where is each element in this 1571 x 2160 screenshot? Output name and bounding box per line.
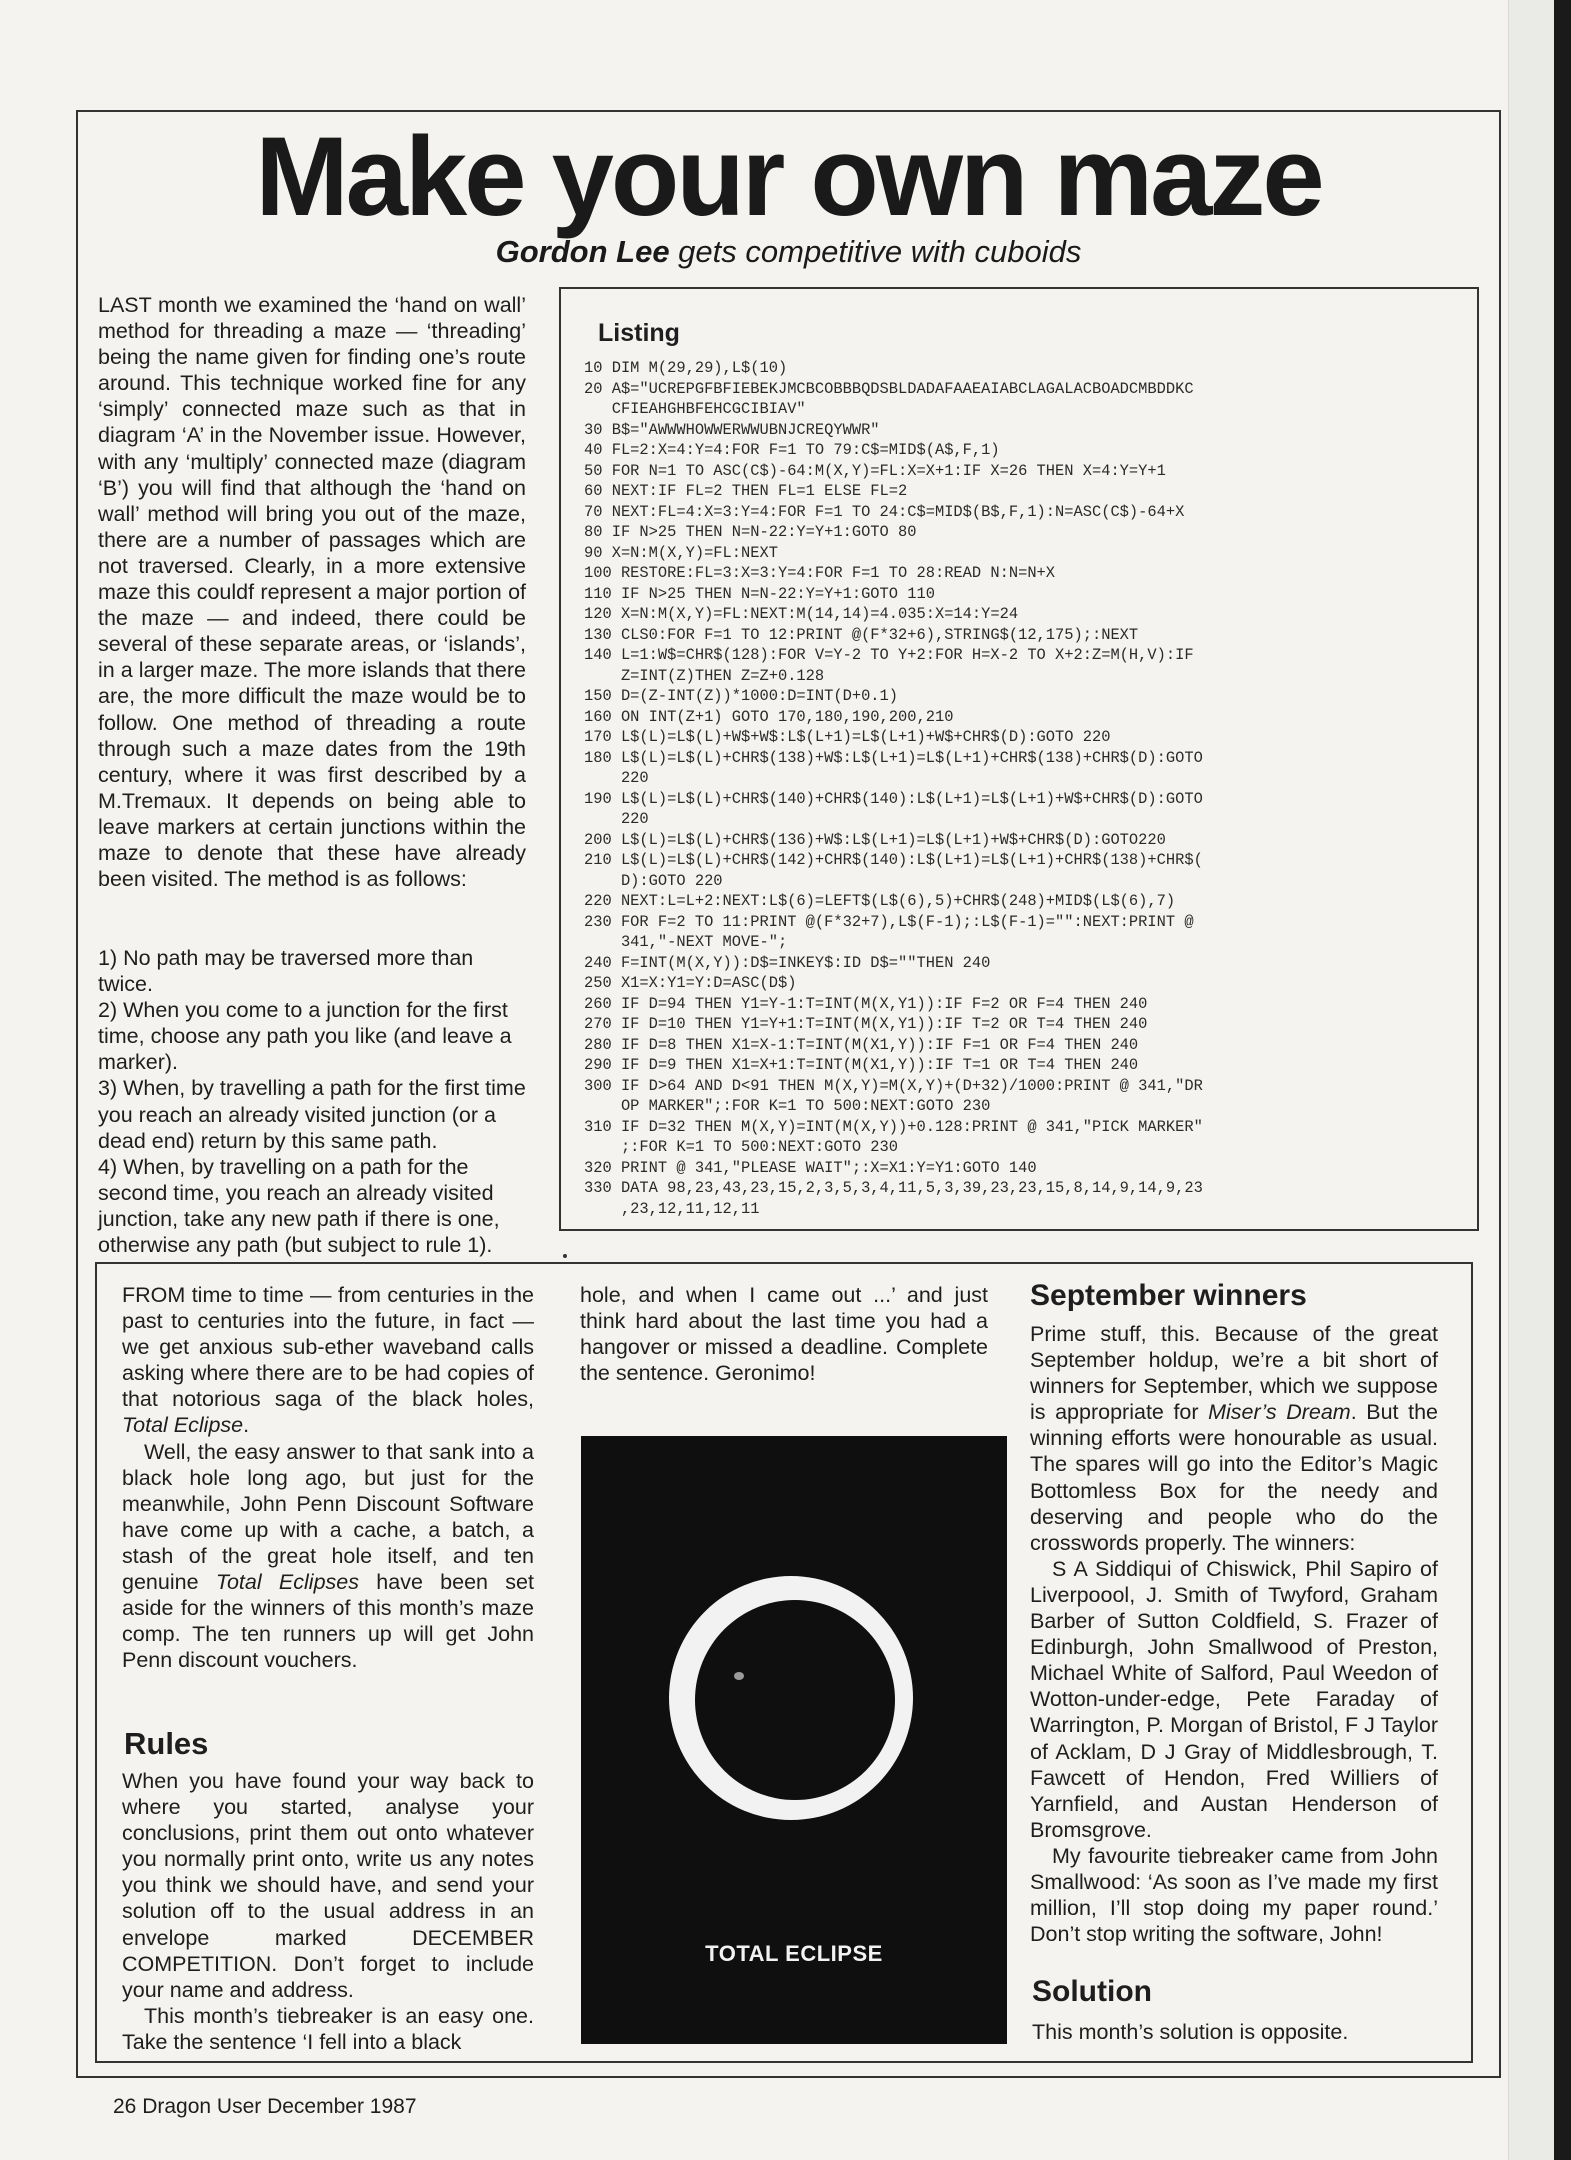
- competition-paragraph: [122, 1282, 534, 1439]
- solution-text: This month’s solution is opposite.: [1032, 2020, 1349, 2044]
- method-rule: 3) When, by travelling a path for the first time you reach an already visited junction (or a dead end) return by this same path.: [98, 1076, 526, 1153]
- competition-paragraph: [122, 1439, 534, 1674]
- listing-line: 140 L=1:W$=CHR$(128):FOR V=Y-2 TO Y+2:FOR H=X-2 TO X+2:Z=M(H,V):IF: [584, 646, 1194, 664]
- listing-line: OP MARKER";:FOR K=1 TO 500:NEXT:GOTO 230: [584, 1097, 991, 1115]
- listing-line: 100 RESTORE:FL=3:X=3:Y=4:FOR F=1 TO 28:READ N:N=N+X: [584, 564, 1056, 582]
- listing-line: D):GOTO 220: [584, 871, 723, 890]
- listing-line: 330 DATA 98,23,43,23,15,2,3,5,3,4,11,5,3,39,23,23,15,8,14,9,14,9,23: [584, 1179, 1203, 1197]
- listing-line: 20 A$="UCREPGFBFIEBEKJMCBCOBBBQDSBLDADAFAAEAIABCLAGALACBOADCMBDDKC: [584, 379, 1194, 398]
- game-title: Miser’s Dream: [1208, 1400, 1351, 1425]
- winners-paragraph: [1030, 1321, 1438, 1556]
- listing-line: 320 PRINT @ 341,"PLEASE WAIT";:X=X1:Y=Y1:GOTO 140: [584, 1158, 1037, 1177]
- intro-column: [98, 292, 526, 892]
- listing-line: 280 IF D=8 THEN X1=X-1:T=INT(M(X1,Y)):IF F=1 OR F=4 THEN 240: [584, 1035, 1139, 1054]
- rules-column: [122, 1768, 534, 2055]
- listing-line: 250 X1=X:Y1=Y:D=ASC(D$): [584, 974, 797, 992]
- listing-line: 341,"-NEXT MOVE-";: [584, 933, 788, 951]
- listing-line: 180 L$(L)=L$(L)+CHR$(138)+W$:L$(L+1)=L$(L+1)+CHR$(138)+CHR$(D):GOTO: [584, 748, 1203, 767]
- listing-line: 310 IF D=32 THEN M(X,Y)=INT(M(X,Y))+0.128:PRINT @ 341,"PICK MARKER": [584, 1117, 1203, 1136]
- winners-text: Prime stuff, this. Because of the great September holdup, we’re a bit short of winners for September, which we suppose is appropriate for: [1030, 1322, 1438, 1425]
- cover-title: TOTAL ECLIPSE: [705, 1941, 883, 1966]
- divider-dot: [563, 1254, 567, 1258]
- listing-line: 40 FL=2:X=4:Y=4:FOR F=1 TO 79:C$=MID$(A$,F,1): [584, 441, 1000, 459]
- method-rule: 4) When, by travelling on a path for the second time, you reach an already visited junction, take any new path if there is one, otherwise any path (but subject to rule 1).: [98, 1154, 500, 1258]
- winners-heading: September winners: [1030, 1279, 1307, 1312]
- rules-paragraph: When you have found your way back to where you started, analyse your conclusions, print them out onto whatever you normally print onto, write us any notes you think we should have, and send your solution off to the usual address in an envelope marked DECEMBER COMPETITION. Don’t forget to include your name and address.: [122, 1769, 534, 2002]
- winners-column: [1030, 1321, 1438, 1947]
- listing-line: ;:FOR K=1 TO 500:NEXT:GOTO 230: [584, 1138, 899, 1156]
- intro-paragraph: LAST month we examined the ‘hand on wall’ method for threading a maze — ‘threading’ being the name given for finding one’s route around. This technique worked fine for any ‘simply’ connected maze such as that in diagram ‘A’ in the November issue. However, with any ‘multiply’ connected maze (diagram ‘B’) you will find that although the ‘hand on wall’ method will bring you out of the maze, there are a number of passages which are not traversed. Clearly, in a more extensive maze this couldf represent a major portion of the maze — and indeed, there could be several of these separate areas, or ‘islands’, in a larger maze. The more islands that there are, the more difficult the maze would be to follow. One method of threading a route through such a maze dates from the 19th century, where it was first described by a M.Tremaux. It depends on being able to leave markers at certain junctions within the maze to denote that these have already been visited. The method is as follows:: [98, 293, 526, 892]
- listing-line: 70 NEXT:FL=4:X=3:Y=4:FOR F=1 TO 24:C$=MID$(B$,F,1):N=ASC(C$)-64+X: [584, 502, 1185, 521]
- competition-text: FROM time to time — from centuries in the past to centuries into the future, in fact — we get anxious sub-ether waveband calls asking where there are to be had copies of that notorious saga of the black holes,: [122, 1283, 534, 1412]
- game-title: Total Eclipses: [215, 1570, 359, 1595]
- tiebreaker-paragraph: This month’s tiebreaker is an easy one. Take the sentence ‘I fell into a black: [122, 2003, 534, 2054]
- page-footer: 26 Dragon User December 1987: [113, 2095, 417, 2118]
- listing-line: 220: [584, 810, 649, 828]
- listing-line: 120 X=N:M(X,Y)=FL:NEXT:M(14,14)=4.035:X=14:Y=24: [584, 605, 1019, 623]
- tiebreaker-winner: My favourite tiebreaker came from John Smallwood: ‘As soon as I’ve made my first million, I’ll stop doing my paper round.’ Don’t stop writing the software, John!: [1030, 1843, 1438, 1947]
- listing-line: 260 IF D=94 THEN Y1=Y-1:T=INT(M(X,Y1)):IF F=2 OR F=4 THEN 240: [584, 994, 1148, 1013]
- method-rule: 1) No path may be traversed more than twice.: [98, 946, 474, 997]
- listing-line: 130 CLS0:FOR F=1 TO 12:PRINT @(F*32+6),STRING$(12,175);:NEXT: [584, 625, 1139, 644]
- listing-line: 160 ON INT(Z+1) GOTO 170,180,190,200,210: [584, 707, 954, 726]
- listing-line: 10 DIM M(29,29),L$(10): [584, 359, 788, 377]
- listing-line: 300 IF D>64 AND D<91 THEN M(X,Y)=M(X,Y)+(D+32)/1000:PRINT @ 341,"DR: [584, 1076, 1203, 1095]
- competition-text: Well, the easy answer to that sank into a black hole long ago, but just for the meanwhile, John Penn Discount Software have come up with a cache, a batch, a stash of the great hole itself, and ten genuine: [122, 1439, 534, 1595]
- listing-line: 80 IF N>25 THEN N=N-22:Y=Y+1:GOTO 80: [584, 523, 917, 541]
- winners-text: . But the winning efforts were honourable as usual. The spares will go into the Editor’s Magic Bottomless Box for the needy and deserving and people who do the crosswords properly. The winners:: [1030, 1400, 1438, 1555]
- eclipse-spot: [734, 1672, 744, 1680]
- game-title: Total Eclipse: [122, 1413, 244, 1438]
- solution-heading: Solution: [1032, 1975, 1152, 2008]
- eclipse-disc: [695, 1600, 895, 1800]
- method-rules: [98, 945, 526, 1258]
- byline-author: Gordon Lee: [495, 234, 670, 269]
- competition-column: [122, 1282, 534, 1673]
- listing-line: 290 IF D=9 THEN X1=X+1:T=INT(M(X1,Y)):IF T=1 OR T=4 THEN 240: [584, 1056, 1139, 1074]
- listing-line: 60 NEXT:IF FL=2 THEN FL=1 ELSE FL=2: [584, 482, 908, 500]
- listing-line: 50 FOR N=1 TO ASC(C$)-64:M(X,Y)=FL:X=X+1:IF X=26 THEN X=4:Y=Y+1: [584, 461, 1166, 480]
- listing-line: 240 F=INT(M(X,Y)):D$=INKEY$:ID D$=""THEN 240: [584, 953, 991, 972]
- article-byline: [76, 232, 1501, 272]
- program-listing: [584, 358, 1464, 1219]
- listing-heading: Listing: [598, 319, 680, 347]
- listing-line: 220: [584, 769, 649, 787]
- listing-line: ,23,12,11,12,11: [584, 1199, 760, 1218]
- listing-line: 170 L$(L)=L$(L)+W$+W$:L$(L+1)=L$(L+1)+W$+CHR$(D):GOTO 220: [584, 728, 1111, 746]
- winners-list: S A Siddiqui of Chiswick, Phil Sapiro of Liverpoool, J. Smith of Twyford, Graham Barber of Sutton Coldfield, S. Frazer of Edinburgh, John Smallwood of Preston, Michael White of Salford, Paul Weedon of Wotton-under-edge, Pete Faraday of Warrington, P. Morgan of Bristol, F J Taylor of Acklam, D J Gray of Middlesbrough, T. Fawcett of Hendon, Fred Williers of Yarnfield, and Austan Henderson of Bromsgrove.: [1030, 1556, 1438, 1842]
- listing-line: 210 L$(L)=L$(L)+CHR$(142)+CHR$(140):L$(L+1)=L$(L+1)+CHR$(138)+CHR$(: [584, 851, 1203, 869]
- total-eclipse-cover: [581, 1436, 1007, 2044]
- rules-heading: Rules: [124, 1726, 209, 1761]
- listing-line: 220 NEXT:L=L+2:NEXT:L$(6)=LEFT$(L$(6),5)+CHR$(248)+MID$(L$(6),7): [584, 892, 1176, 910]
- listing-line: 150 D=(Z-INT(Z))*1000:D=INT(D+0.1): [584, 687, 899, 705]
- article-title: Make your own maze: [255, 114, 1322, 239]
- listing-line: 110 IF N>25 THEN N=N-22:Y=Y+1:GOTO 110: [584, 584, 935, 603]
- competition-text: .: [243, 1413, 250, 1438]
- method-rule: 2) When you come to a junction for the first time, choose any path you like (and leave a marker).: [98, 998, 512, 1075]
- listing-line: 90 X=N:M(X,Y)=FL:NEXT: [584, 543, 778, 562]
- continued-paragraph: hole, and when I came out ...’ and just think hard about the last time you had a hangover or missed a deadline. Complete the sentence. Geronimo!: [580, 1283, 988, 1386]
- listing-line: CFIEAHGHBFEHCGCIBIAV": [584, 400, 806, 418]
- listing-line: Z=INT(Z)THEN Z=Z+0.128: [584, 666, 825, 685]
- listing-line: 200 L$(L)=L$(L)+CHR$(136)+W$:L$(L+1)=L$(L+1)+W$+CHR$(D):GOTO220: [584, 830, 1166, 849]
- listing-line: 270 IF D=10 THEN Y1=Y+1:T=INT(M(X,Y1)):IF T=2 OR T=4 THEN 240: [584, 1015, 1148, 1033]
- byline-text: gets competitive with cuboids: [669, 234, 1082, 269]
- listing-line: 190 L$(L)=L$(L)+CHR$(140)+CHR$(140):L$(L+1)=L$(L+1)+W$+CHR$(D):GOTO: [584, 789, 1203, 808]
- continued-column: [580, 1282, 988, 1386]
- competition-text: have been set aside for the winners of this month’s maze comp. The ten runners up will get John Penn discount vouchers.: [122, 1570, 534, 1673]
- listing-line: 230 FOR F=2 TO 11:PRINT @(F*32+7),L$(F-1);:L$(F-1)="":NEXT:PRINT @: [584, 912, 1194, 931]
- listing-line: 30 B$="AWWWHOWWERWWUBNJCREQYWWR": [584, 420, 880, 439]
- page-edge: [1508, 0, 1571, 2160]
